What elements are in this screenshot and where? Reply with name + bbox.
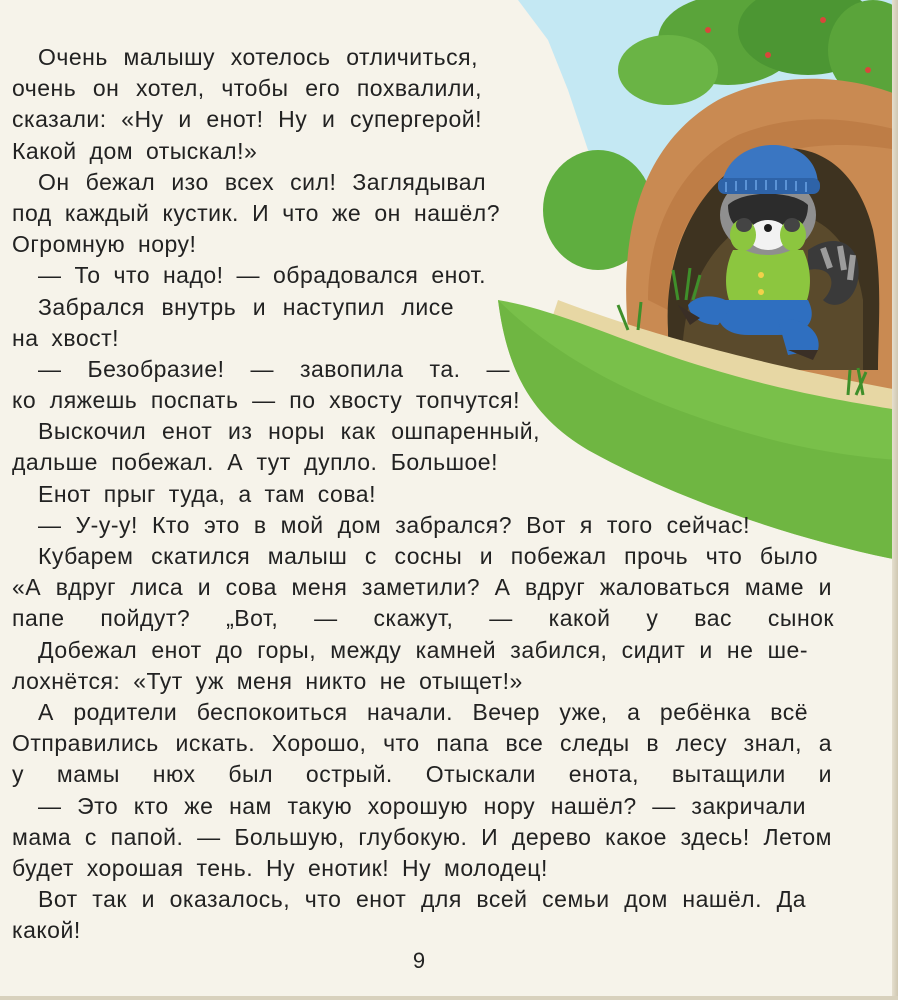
text-line: Очень малышу хотелось отличиться,	[38, 44, 478, 70]
text-line: А родители беспокоиться начали. Вечер уже, а ребёнка всё	[38, 698, 808, 725]
text-line: Добежал енот до горы, между камней забился, сидит и не ше-	[38, 636, 808, 663]
page-edge	[892, 0, 898, 1000]
text-line: — Безобразие! — завопила та. —	[38, 355, 510, 382]
text-line: Какой дом отыскал!»	[12, 137, 258, 164]
story-text	[12, 42, 852, 946]
text-line: на хвост!	[12, 324, 120, 351]
text-line: Енот прыг туда, а там сова!	[38, 480, 376, 507]
text-line: Вот так и оказалось, что енот для всей семьи дом нашёл. Да	[38, 886, 806, 913]
text-line: под каждый кустик. И что же он нашёл?	[12, 199, 500, 226]
text-line: Кубарем скатился малыш с сосны и побежал прочь что было	[38, 543, 818, 569]
text-line: у мамы нюх был острый. Отыскали енота, вытащили и	[12, 761, 832, 788]
text-line: ко ляжешь поспать — по хвосту топчутся!	[12, 387, 520, 414]
text-line: лохнётся: «Тут уж меня никто не отыщет!»	[12, 667, 523, 694]
text-line: мама с папой. — Большую, глубокую. И дерево какое здесь! Летом	[12, 823, 832, 850]
text-line: Он бежал изо всех сил! Заглядывал	[38, 168, 486, 195]
text-line: папе пойдут? „Вот, — скажут, — какой у вас сынок	[12, 605, 834, 632]
text-line: какой!	[12, 917, 81, 944]
page-edge-bottom	[0, 996, 898, 1000]
text-line: Выскочил енот из норы как ошпаренный,	[38, 418, 540, 445]
text-line: — У-у-у! Кто это в мой дом забрался? Вот я того сейчас!	[38, 511, 750, 538]
text-line: дальше побежал. А тут дупло. Большое!	[12, 449, 498, 476]
text-line: очень он хотел, чтобы его похвалили,	[12, 75, 482, 102]
text-line: — То что надо! — обрадовался енот.	[38, 262, 486, 289]
text-line: сказали: «Ну и енот! Ну и супергерой!	[12, 106, 482, 133]
page-number: 9	[412, 948, 426, 973]
text-line: Огромную нору!	[12, 231, 197, 258]
text-line: — Это кто же нам такую хорошую нору нашёл? — закричали	[38, 792, 806, 819]
text-line: будет хорошая тень. Ну енотик! Ну молодец!	[12, 854, 548, 881]
text-line: «А вдруг лиса и сова меня заметили? А вдруг жаловаться маме и	[12, 574, 832, 601]
text-line: Забрался внутрь и наступил лисе	[38, 293, 454, 320]
text-line: Отправились искать. Хорошо, что папа все следы в лесу знал, а	[12, 730, 832, 757]
